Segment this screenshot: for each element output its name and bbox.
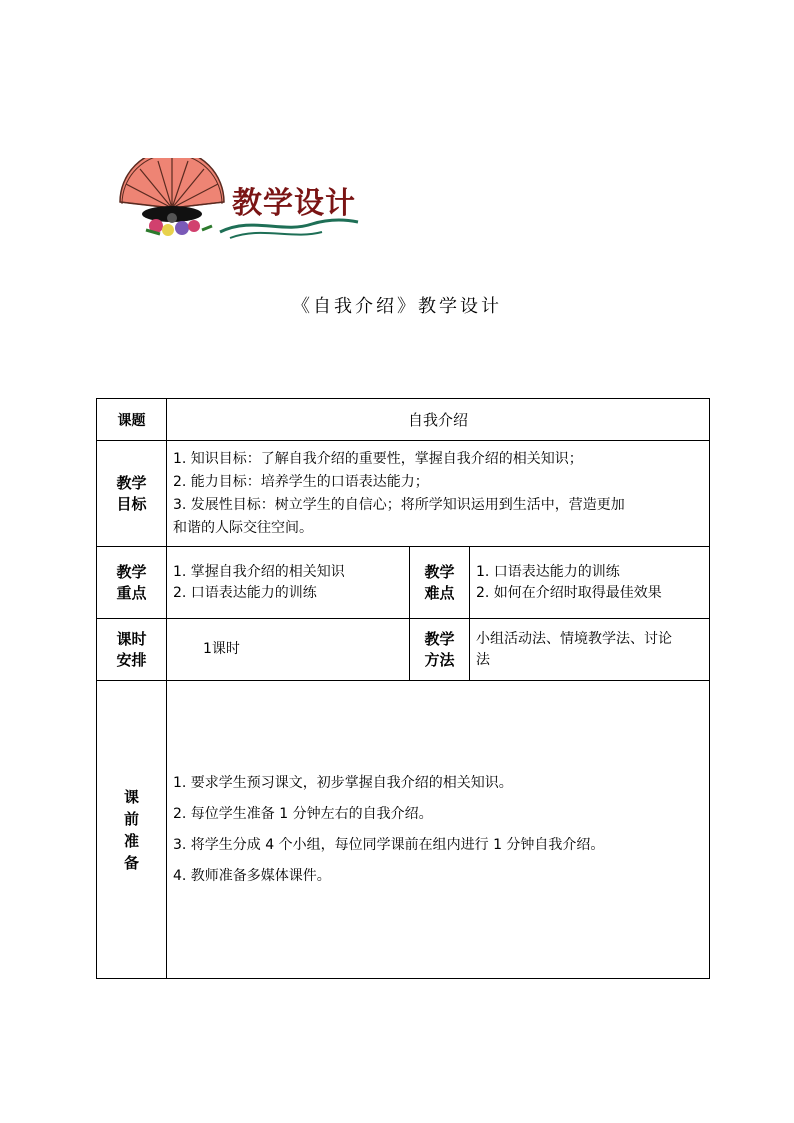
- preparation-label: 课 前 准 备: [97, 681, 167, 979]
- goal-item: 2. 能力目标：培养学生的口语表达能力；: [173, 473, 429, 490]
- logo-title: 教学设计: [232, 186, 356, 221]
- preparation-item: 1. 要求学生预习课文，初步掌握自我介绍的相关知识。: [173, 774, 513, 791]
- key-points-row: [97, 547, 710, 619]
- difficulty-item: 2. 如何在介绍时取得最佳效果: [476, 584, 662, 601]
- topic-value: 自我介绍: [167, 399, 710, 441]
- difficulties-label: 教学 难点: [410, 547, 470, 619]
- preparation-content: [167, 681, 710, 979]
- goals-content: [167, 441, 710, 547]
- methods-content: 小组活动法、情境教学法、讨论 法: [470, 619, 710, 681]
- schedule-value: 1课时: [167, 619, 410, 681]
- schedule-row: [97, 619, 710, 681]
- difficulty-item: 1. 口语表达能力的训练: [476, 563, 620, 580]
- topic-row: [97, 399, 710, 441]
- wave-decoration-icon: [220, 220, 358, 238]
- key-points-content: [167, 547, 410, 619]
- goal-item: 和谐的人际交往空间。: [173, 519, 313, 536]
- key-point-item: 2. 口语表达能力的训练: [173, 584, 317, 601]
- preparation-item: 4. 教师准备多媒体课件。: [173, 867, 331, 884]
- topic-label: 课题: [97, 399, 167, 441]
- preparation-item: 2. 每位学生准备 1 分钟左右的自我介绍。: [173, 805, 433, 822]
- goal-item: 3. 发展性目标：树立学生的自信心；将所学知识运用到生活中，营造更加: [173, 496, 625, 513]
- lesson-plan-table: [96, 398, 710, 979]
- preparation-item: 3. 将学生分成 4 个小组，每位同学课前在组内进行 1 分钟自我介绍。: [173, 836, 605, 853]
- goals-row: [97, 441, 710, 547]
- difficulties-content: [470, 547, 710, 619]
- document-title: 《自我介绍》教学设计: [292, 296, 502, 317]
- schedule-label: 课时 安排: [97, 619, 167, 681]
- goal-item: 1. 知识目标：了解自我介绍的重要性，掌握自我介绍的相关知识；: [173, 450, 583, 467]
- preparation-row: [97, 681, 710, 979]
- key-points-label: 教学 重点: [97, 547, 167, 619]
- goals-label: 教学 目标: [97, 441, 167, 547]
- fan-icon: [120, 158, 224, 223]
- methods-label: 教学 方法: [410, 619, 470, 681]
- key-point-item: 1. 掌握自我介绍的相关知识: [173, 563, 345, 580]
